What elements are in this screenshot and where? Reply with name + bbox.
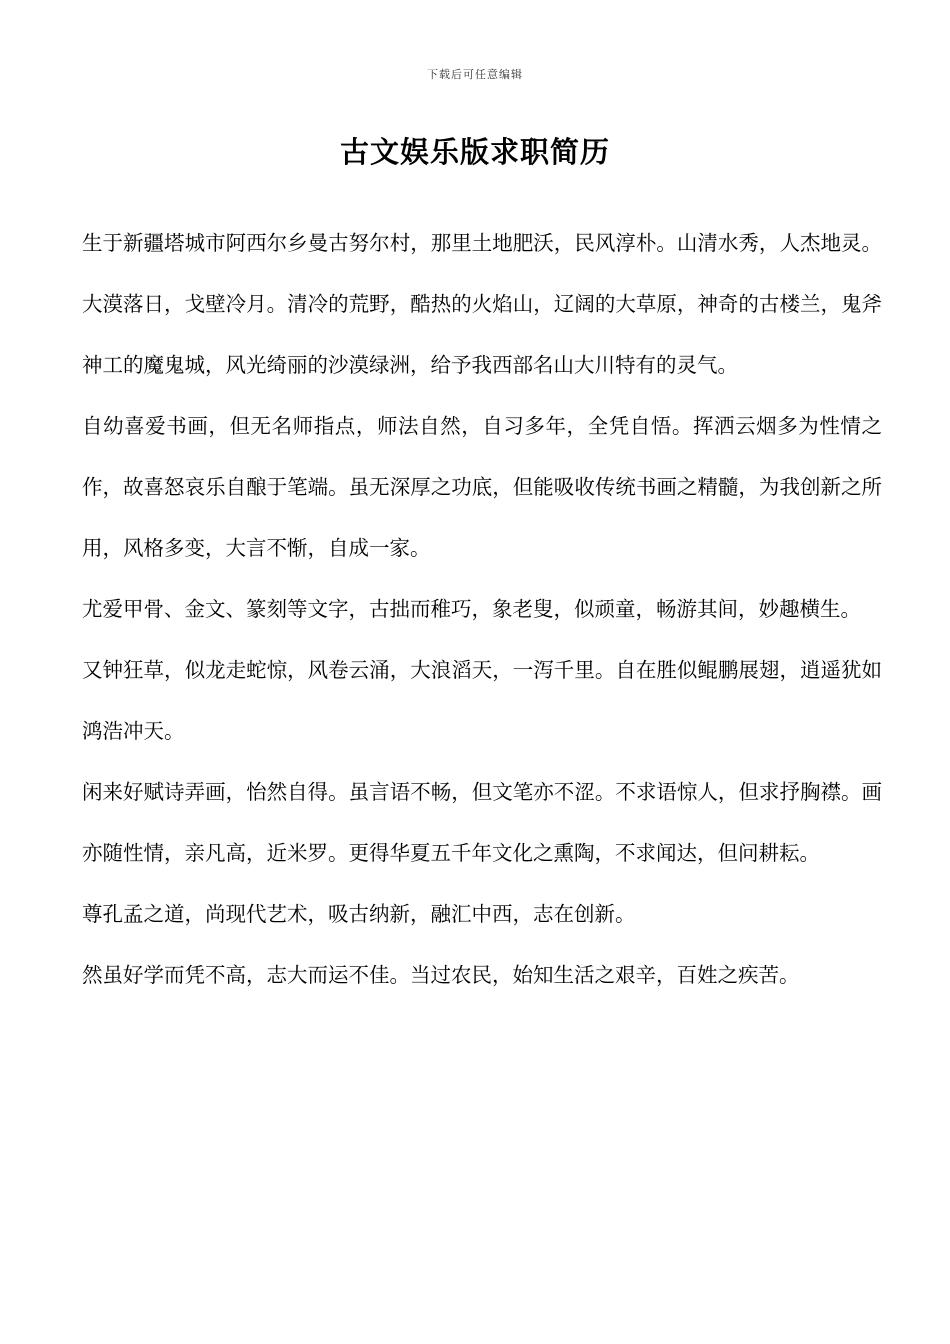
paragraph-painting: 自幼喜爱书画，但无名师指点，师法自然，自习多年，全凭自悟。挥洒云烟多为性情之作，故喜怒哀乐自酿于笔端。虽无深厚之功底，但能吸收传统书画之精髓，为我创新之所用，风格多变，大言不惭，自成一家。 xyxy=(82,414,882,560)
document-body xyxy=(82,213,882,1006)
header-note: 下载后可任意编辑 xyxy=(427,68,523,81)
paragraph-philosophy: 尊孔孟之道，尚现代艺术，吸古纳新，融汇中西，志在创新。 xyxy=(82,902,636,926)
paragraph-scripts: 尤爱甲骨、金文、篆刻等文字，古拙而稚巧，象老叟，似顽童，畅游其间，妙趣横生。 xyxy=(82,597,861,621)
paragraph-leisure: 闲来好赋诗弄画，怡然自得。虽言语不畅，但文笔亦不涩。不求语惊人，但求抒胸襟。画亦随性情，亲凡高，近米罗。更得华夏五千年文化之熏陶，不求闻达，但问耕耘。 xyxy=(82,780,882,865)
paragraph-experience: 然虽好学而凭不高，志大而运不佳。当过农民，始知生活之艰辛，百姓之疾苦。 xyxy=(82,963,800,987)
page-title: 古文娱乐版求职简历 xyxy=(339,135,610,169)
paragraph-origin: 生于新疆塔城市阿西尔乡曼古努尔村，那里土地肥沃，民风淳朴。山清水秀，人杰地灵。大漠落日，戈壁冷月。清冷的荒野，酷热的火焰山，辽阔的大草原，神奇的古楼兰，鬼斧神工的魔鬼城，风光绮丽的沙漠绿洲，给予我西部名山大川特有的灵气。 xyxy=(82,231,882,377)
paragraph-cursive: 又钟狂草，似龙走蛇惊，风卷云涌，大浪滔天，一泻千里。自在胜似鲲鹏展翅，逍遥犹如鸿浩冲天。 xyxy=(82,658,882,743)
